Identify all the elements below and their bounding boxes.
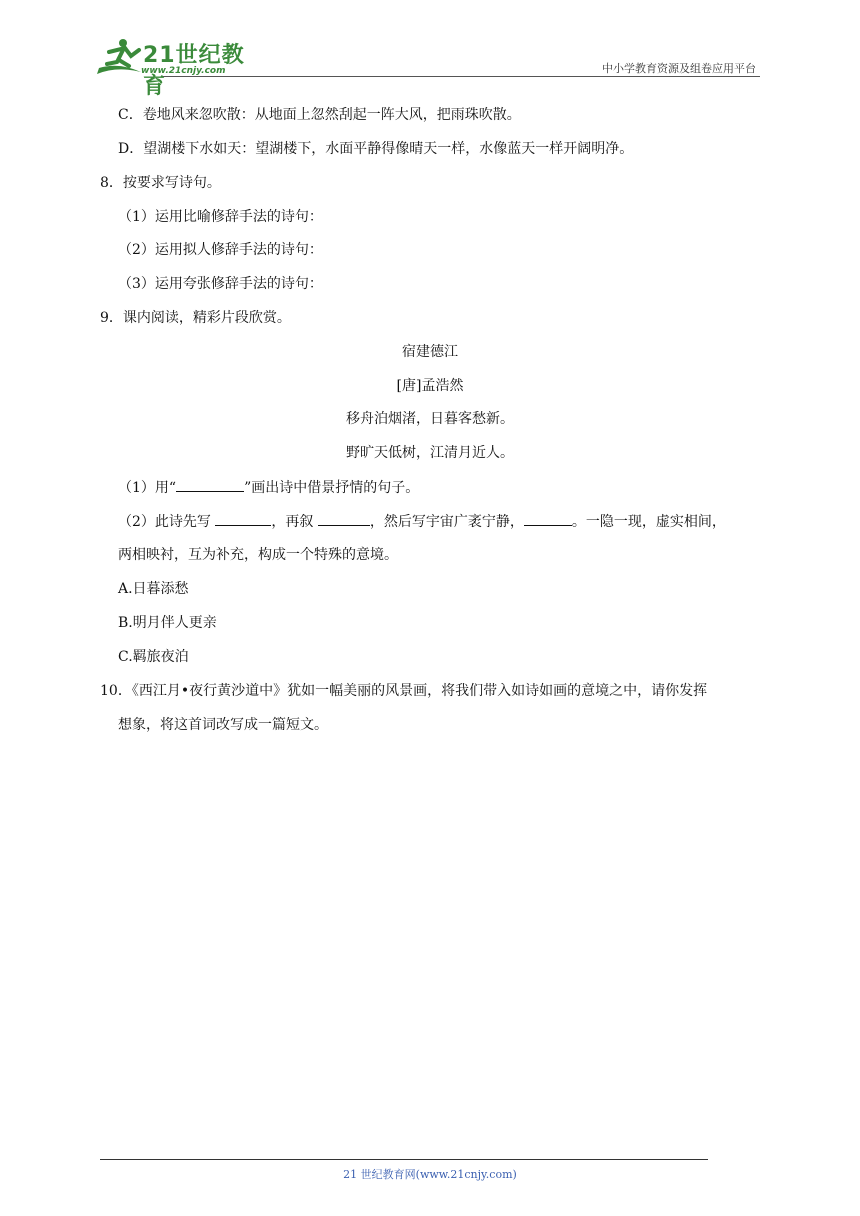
q9-option-a: A.日暮添愁 (118, 581, 189, 597)
header-divider (163, 76, 760, 77)
answer-blank[interactable] (318, 511, 370, 526)
q9-sub2-b: ，再叙 (271, 514, 314, 530)
q9-option-b: B.明月伴人更亲 (118, 615, 217, 631)
q7-option-c: C．卷地风来忽吹散：从地面上忽然刮起一阵大风，把雨珠吹散。 (118, 107, 521, 123)
q9-sub1-suffix: ”画出诗中借景抒情的句子。 (244, 480, 420, 496)
q9-sub2-c: ，然后写宇宙广袤宁静， (369, 514, 524, 530)
q9-option-c: C.羁旅夜泊 (118, 649, 189, 665)
platform-name: 中小学教育资源及组卷应用平台 (602, 62, 756, 75)
footer-divider (100, 1159, 708, 1160)
poem-line-2: 野旷天低树，江清月近人。 (346, 445, 514, 461)
q9-sub2-d: 。一隐一现，虚实相间， (571, 514, 726, 530)
q10-line-2: 想象，将这首词改写成一篇短文。 (118, 717, 328, 733)
poem-author: [唐]孟浩然 (396, 378, 464, 394)
q7-option-d: D．望湖楼下水如天：望湖楼下，水面平静得像晴天一样，水像蓝天一样开阔明净。 (118, 141, 634, 157)
q8-item-2: （2）运用拟人修辞手法的诗句： (118, 242, 323, 258)
q9-sub2-a: （2）此诗先写 (118, 514, 211, 530)
logo-text: 21世纪教育 (143, 43, 245, 99)
page-header (95, 28, 760, 99)
logo-url: www.21cnjy.com (141, 66, 226, 76)
runner-logo-icon (95, 36, 145, 78)
q8-item-3: （3）运用夸张修辞手法的诗句： (118, 276, 323, 292)
q9-sub-2 (118, 511, 726, 532)
q9-sub1-prefix: （1）用“ (118, 480, 177, 496)
q9-title: 9．课内阅读，精彩片段欣赏。 (100, 310, 291, 326)
answer-blank[interactable] (176, 477, 244, 492)
poem-line-1: 移舟泊烟渚，日暮客愁新。 (346, 411, 514, 427)
q8-title: 8．按要求写诗句。 (100, 175, 221, 191)
footer-link[interactable]: 21 世纪教育网(www.21cnjy.com) (343, 1168, 517, 1181)
q8-item-1: （1）运用比喻修辞手法的诗句： (118, 209, 323, 225)
poem-title: 宿建德江 (402, 344, 458, 360)
q9-sub-1 (118, 477, 419, 498)
q9-sub-2-line-2: 两相映衬，互为补充，构成一个特殊的意境。 (118, 547, 398, 563)
q10-line-1: 10．《西江月•夜行黄沙道中》犹如一幅美丽的风景画，将我们带入如诗如画的意境之中，请你发挥 (100, 683, 708, 699)
answer-blank[interactable] (524, 511, 572, 526)
answer-blank[interactable] (215, 511, 271, 526)
site-logo (95, 36, 265, 99)
